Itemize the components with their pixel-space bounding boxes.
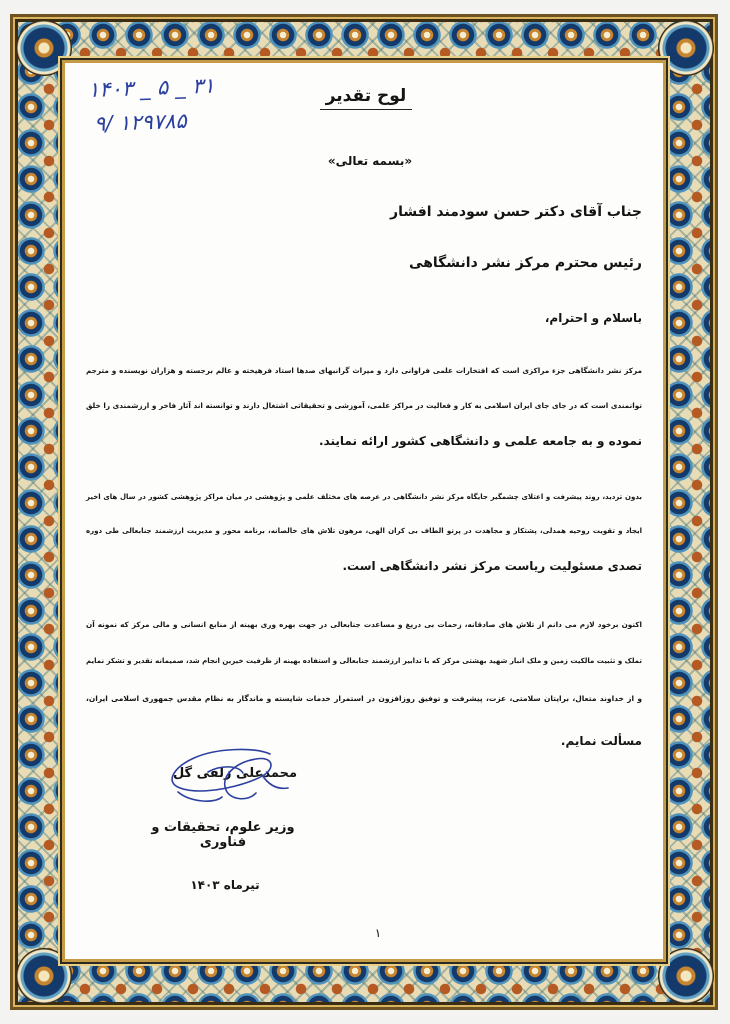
paragraph-1-line-3: نموده و به جامعه علمی و دانشگاهی کشور ارائه نمایند. xyxy=(319,434,642,448)
paragraph-2-line-2: ایجاد و تقویت روحیه همدلی، پشتکار و مجاهدت در پرتو الطاف بی کران الهی، مرهون تلاش های خالصانه، برنامه محور و مدیریت ارزشمند جنابعالی طی دوره xyxy=(86,527,642,535)
signatory-name: محمدعلی زلفی گل xyxy=(172,766,298,781)
handwritten-date: ۱۴۰۳ _ ۵ _ ۳۱ xyxy=(87,73,215,102)
paragraph-2-line-1: بدون تردید، روند پیشرفت و اعتلای چشمگیر جایگاه مرکز نشر دانشگاهی در عرصه های مختلف علمی و پژوهشی در میان مراکز پژوهشی کشور در سال های اخیر xyxy=(86,493,642,501)
paragraph-2-line-3: تصدی مسئولیت ریاست مرکز نشر دانشگاهی است. xyxy=(342,559,642,573)
paragraph-3-line-3: و از خداوند متعال، برایتان سلامتی، عزت، پیشرفت و توفیق روزافزون در استمرار خدمات شایسته و ماندگار به نظام مقدس جمهوری اسلامی ایران، xyxy=(86,694,642,703)
paragraph-3-line-1: اکنون برخود لازم می دانم از تلاش های صادقانه، زحمات بی دریغ و مساعدت جنابعالی در جهت بهره وری بهینه از منابع انسانی و مالی مرکز که نمونه آن xyxy=(86,620,642,629)
recipient-position: رئیس محترم مرکز نشر دانشگاهی xyxy=(409,255,642,271)
page-number: ۱ xyxy=(374,926,382,940)
certificate-title xyxy=(301,86,431,110)
corner-medallion-bottom-right xyxy=(658,948,714,1004)
signature-date: تیرماه ۱۴۰۳ xyxy=(190,878,260,892)
invocation: «بسمه تعالی» xyxy=(327,154,413,168)
handwritten-signature xyxy=(150,744,300,808)
paragraph-1-line-2: توانمندی است که در جای جای ایران اسلامی به کار و فعالیت در مراکز علمی، آموزشی و تحقیقاتی اشتغال دارند و توانسته اند آثار فاخر و ارزشمندی را خلق xyxy=(86,401,642,410)
recipient-name: جناب آقای دکتر حسن سودمند افشار xyxy=(390,204,642,220)
handwritten-reference-number: ۹/ ۱۲۹۷۸۵ xyxy=(93,108,188,136)
salutation: باسلام و احترام، xyxy=(544,311,642,325)
paragraph-3-line-4: مسألت نمایم. xyxy=(560,734,642,748)
corner-medallion-top-right xyxy=(658,20,714,76)
signatory-position: وزیر علوم، تحقیقات و فناوری xyxy=(151,820,295,850)
certificate-title-text: لوح تقدیر xyxy=(320,86,413,110)
paragraph-3-line-2: تملک و تثبیت مالکیت زمین و ملک انبار شهید بهشتی مرکز که با تدابیر ارزشمند جنابعالی و استفاده بهینه از ظرفیت خیرین انجام شد، صمیمانه تقدیر و تشکر نمایم xyxy=(86,657,642,665)
paragraph-1-line-1: مرکز نشر دانشگاهی جزء مراکزی است که افتخارات علمی فراوانی دارد و میراث گرانبهای صدها استاد فرهیخته و عالم برجسته و هزاران نویسنده و مترجم xyxy=(86,366,642,375)
